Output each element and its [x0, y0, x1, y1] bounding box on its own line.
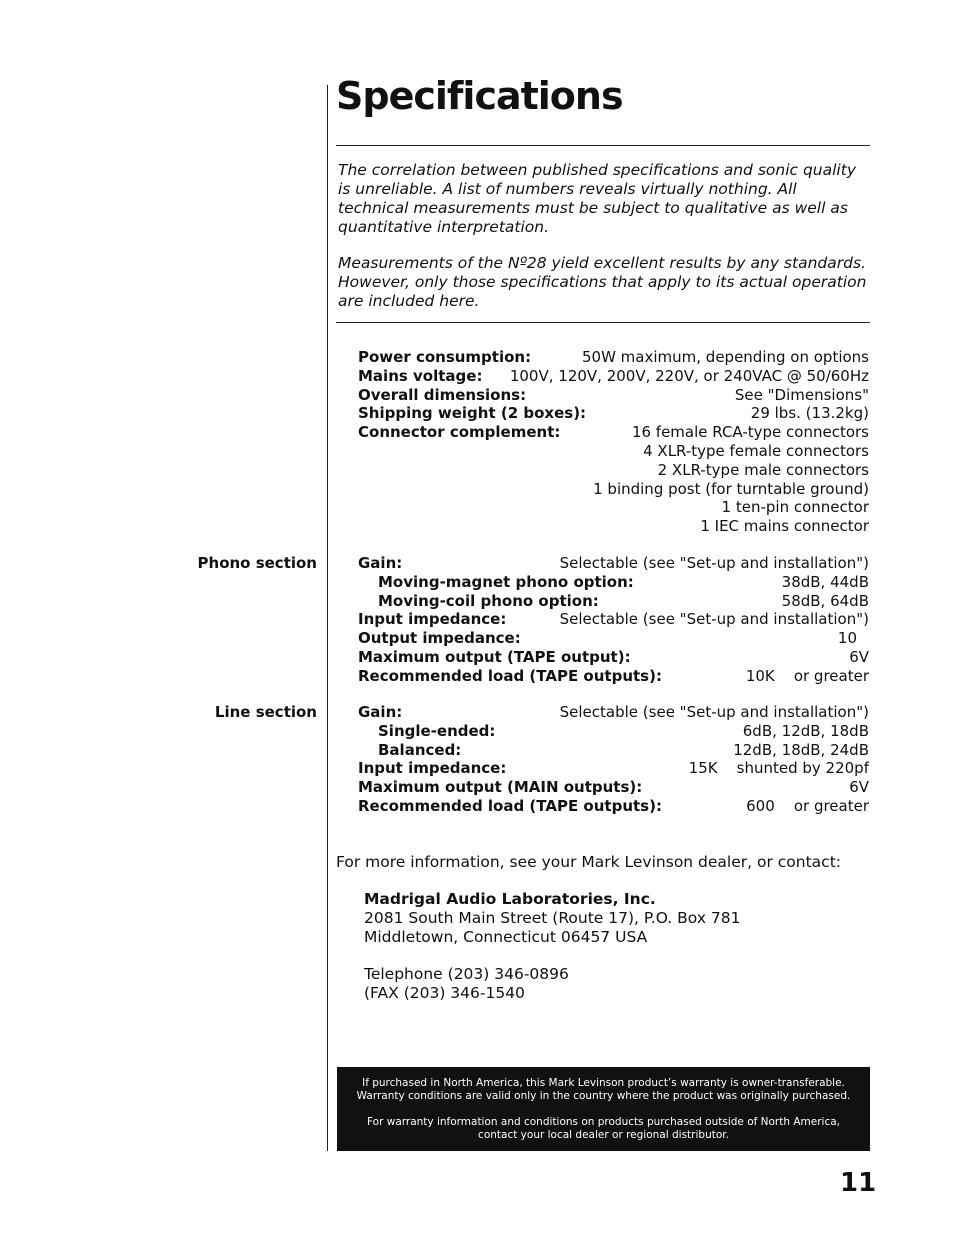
- intro-paragraph-1: The correlation between published specifications and sonic quality is unreliable. A list of numbers reveals virtually nothing. All technical measurements must be subject to qualitative as well as quantitative interpretation.: [338, 161, 856, 236]
- spec-label: Mains voltage:: [358, 366, 483, 385]
- spec-value: 6V: [849, 778, 869, 797]
- spec-row: [358, 592, 869, 611]
- spec-label: Single-ended:: [378, 721, 496, 740]
- spec-value: 16 female RCA-type connectors: [631, 423, 869, 442]
- spec-value: 6dB, 12dB, 18dB: [742, 721, 869, 740]
- spec-row: [358, 778, 869, 797]
- spec-label: Overall dimensions:: [358, 385, 527, 404]
- spec-row: [358, 404, 869, 423]
- warranty-notice: [337, 1067, 870, 1151]
- spec-label: Recommended load (TAPE outputs):: [358, 796, 662, 815]
- spec-value: See "Dimensions": [734, 385, 869, 404]
- spec-value: Selectable (see "Set-up and installation"): [559, 610, 869, 629]
- spec-label: Gain:: [358, 554, 403, 572]
- spec-row: [358, 423, 869, 442]
- spec-value: 58dB, 64dB: [781, 591, 869, 610]
- spec-value: 12dB, 18dB, 24dB: [733, 740, 869, 759]
- spec-value: 10K or greater: [745, 666, 869, 685]
- spec-row: [358, 648, 869, 667]
- spec-row: [358, 442, 869, 461]
- spec-value: 38dB, 44dB: [781, 572, 869, 591]
- spec-label: Moving-magnet phono option:: [378, 572, 634, 591]
- spec-row: [358, 348, 869, 367]
- spec-row: [358, 722, 869, 741]
- spec-value: 1 IEC mains connector: [700, 517, 869, 536]
- line-section-label: Line section: [214, 703, 317, 721]
- spec-row: [358, 554, 869, 573]
- spec-row: [358, 480, 869, 499]
- spec-row: [358, 667, 869, 686]
- spec-value: 15K shunted by 220pf: [688, 759, 869, 778]
- spec-label: Shipping weight (2 boxes):: [358, 404, 587, 423]
- page-number: 11: [840, 1168, 877, 1198]
- spec-label: Balanced:: [378, 740, 462, 759]
- page-title: Specifications: [336, 74, 623, 118]
- spec-row: [358, 517, 869, 536]
- spec-value: 6V: [849, 647, 869, 666]
- line-specs: [358, 703, 869, 816]
- spec-label: Maximum output (TAPE output):: [358, 647, 631, 666]
- company-name: Madrigal Audio Laboratories, Inc.: [364, 890, 656, 908]
- spec-label: Gain:: [358, 703, 403, 721]
- spec-row: [358, 461, 869, 480]
- spec-value: 2 XLR-type male connectors: [657, 460, 869, 479]
- spec-row: [358, 629, 869, 648]
- spec-label: Input impedance:: [358, 759, 507, 778]
- spec-label: Maximum output (MAIN outputs):: [358, 778, 643, 797]
- spec-row: [358, 386, 869, 405]
- margin-rule: [327, 85, 328, 1151]
- telephone: Telephone (203) 346-0896: [364, 965, 569, 983]
- spec-value: 4 XLR-type female connectors: [643, 441, 869, 460]
- spec-row: [358, 367, 869, 386]
- spec-value: 29 lbs. (13.2kg): [750, 404, 869, 423]
- spec-value: 100V, 120V, 200V, 220V, or 240VAC @ 50/60Hz: [509, 366, 869, 385]
- phono-specs: [358, 554, 869, 686]
- intro-paragraph-2: Measurements of the Nº28 yield excellent results by any standards. However, only those specifications that apply to its actual operation are included here.: [338, 254, 867, 310]
- warranty-line-2: Warranty conditions are valid only in the country where the product was originally purchased.: [356, 1090, 851, 1102]
- spec-value: 1 binding post (for turntable ground): [593, 479, 869, 498]
- warranty-line-3: For warranty information and conditions on products purchased outside of North America,: [366, 1116, 841, 1128]
- phono-section-label: Phono section: [197, 554, 317, 572]
- warranty-line-1: If purchased in North America, this Mark Levinson product’s warranty is owner-transferable.: [362, 1077, 845, 1089]
- address-line-1: 2081 South Main Street (Route 17), P.O. Box 781: [364, 909, 741, 927]
- spec-label: Connector complement:: [358, 423, 561, 442]
- warranty-line-4: contact your local dealer or regional distributor.: [478, 1129, 729, 1141]
- company-address: [364, 890, 741, 1003]
- spec-value: 600 or greater: [746, 796, 869, 815]
- spec-row: [358, 797, 869, 816]
- fax: (FAX (203) 346-1540: [364, 984, 525, 1002]
- spec-label: Input impedance:: [358, 610, 507, 629]
- spec-row: [358, 741, 869, 760]
- address-line-2: Middletown, Connecticut 06457 USA: [364, 928, 648, 946]
- spec-value: Selectable (see "Set-up and installation"): [559, 703, 869, 721]
- spec-label: Moving-coil phono option:: [378, 591, 599, 610]
- spec-value: 1 ten-pin connector: [721, 498, 869, 517]
- spec-label: Recommended load (TAPE outputs):: [358, 666, 662, 685]
- spec-value: Selectable (see "Set-up and installation"): [559, 554, 869, 572]
- spec-label: Power consumption:: [358, 348, 532, 366]
- spec-row: [358, 498, 869, 517]
- spec-label: Output impedance:: [358, 629, 521, 648]
- general-specs: [358, 348, 869, 536]
- spec-value: 10: [837, 629, 857, 648]
- spec-value: 50W maximum, depending on options: [582, 348, 869, 366]
- contact-intro: For more information, see your Mark Levinson dealer, or contact:: [336, 853, 841, 871]
- spec-row: [358, 573, 869, 592]
- spec-row: [358, 703, 869, 722]
- divider: [336, 145, 870, 146]
- divider: [336, 322, 870, 323]
- spec-row: [358, 610, 869, 629]
- spec-row: [358, 759, 869, 778]
